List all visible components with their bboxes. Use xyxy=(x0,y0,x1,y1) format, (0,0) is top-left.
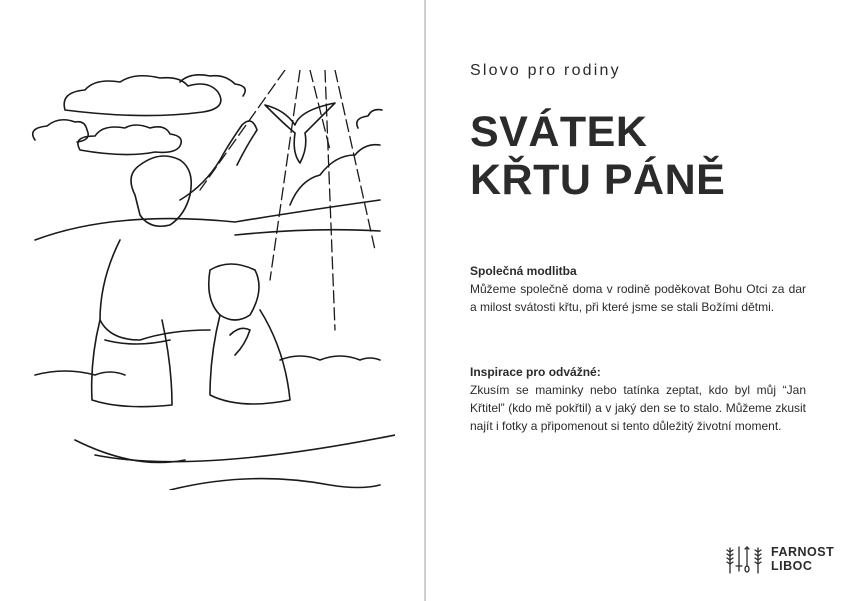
title-line-2: KŘTU PÁNĚ xyxy=(470,156,726,204)
prayer-heading: Společná modlitba xyxy=(470,264,577,278)
parish-logo xyxy=(724,544,834,574)
inspiration-section xyxy=(470,363,806,435)
prayer-section xyxy=(470,262,806,316)
logo-line-1: FARNOST xyxy=(771,545,835,559)
logo-text xyxy=(771,545,834,573)
logo-line-2: LIBOC xyxy=(771,559,813,573)
wheat-sword-icon xyxy=(724,544,766,574)
page-divider xyxy=(424,0,426,601)
prayer-body: Můžeme společně doma v rodině poděkovat Bohu Otci za dar a milost svátosti křtu, při které jsme se stali Božími dětmi. xyxy=(470,282,806,314)
baptism-illustration xyxy=(20,70,395,490)
inspiration-body: Zkusím se maminky nebo tatínka zeptat, kdo byl můj “Jan Křtitel” (kdo mě pokřtil) a v jaký den se to stalo. Můžeme zkusit najít i fotky a připomenout si tento důležitý životní moment. xyxy=(470,383,806,433)
clouds-icon xyxy=(33,75,382,155)
inspiration-heading: Inspirace pro odvážné: xyxy=(470,365,601,379)
dove-icon xyxy=(265,103,335,163)
title-line-1: SVÁTEK xyxy=(470,108,648,156)
page-title xyxy=(470,108,725,204)
subtitle: Slovo pro rodiny xyxy=(470,62,621,79)
jesus-figure xyxy=(209,264,290,404)
